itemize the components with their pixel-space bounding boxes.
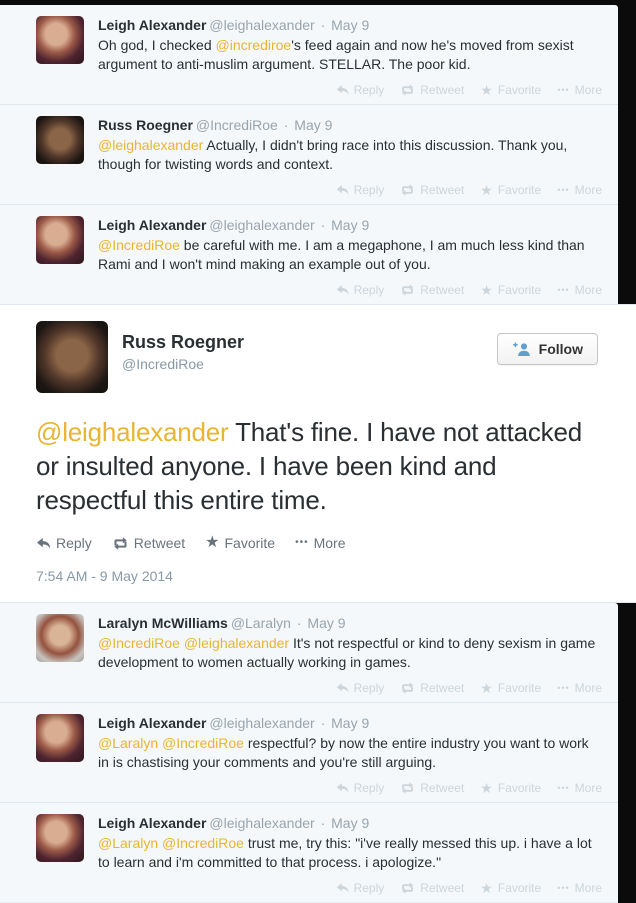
retweet-button[interactable]	[400, 183, 464, 197]
tweet-text	[98, 136, 602, 174]
meta-dot: ·	[320, 217, 326, 233]
author-name[interactable]: Russ Roegner	[122, 332, 245, 352]
avatar-leigh-alexander[interactable]	[36, 714, 84, 762]
tweet-date[interactable]: May 9	[331, 17, 370, 33]
text-segment: That's fine. I have not attacked or insulted anyone. I have been kind and respectful this entire time.	[36, 417, 582, 515]
author-handle[interactable]: @leighalexander	[209, 17, 315, 33]
more-dots-icon: •••	[557, 285, 570, 295]
author-handle[interactable]: @IncrediRoe	[195, 117, 278, 133]
reply-tweet	[0, 5, 618, 104]
reply-tweet	[0, 204, 618, 304]
retweet-label: Retweet	[420, 283, 465, 297]
tweet-text	[98, 236, 602, 274]
reply-button[interactable]	[36, 535, 92, 551]
retweet-button[interactable]	[112, 535, 185, 551]
text-segment: Oh god, I checked	[98, 37, 216, 53]
favorite-button[interactable]	[480, 183, 541, 197]
more-label: More	[574, 881, 602, 895]
reply-label: Reply	[353, 83, 385, 97]
favorite-star-icon: ★	[480, 780, 493, 796]
reply-tweet	[0, 603, 618, 702]
tweet-action-bar	[98, 83, 602, 97]
author-handle[interactable]: @Laralyn	[230, 615, 291, 631]
tweet-action-bar	[98, 781, 602, 795]
retweet-icon	[112, 537, 129, 550]
tweet-action-bar	[36, 535, 598, 551]
retweet-icon	[400, 284, 415, 296]
more-button[interactable]	[557, 83, 602, 97]
reply-icon	[336, 782, 349, 794]
tweet-header	[98, 216, 602, 234]
reply-icon	[336, 882, 349, 894]
mention-link[interactable]: @leighalexander	[98, 137, 204, 153]
avatar-russ-roegner[interactable]	[36, 321, 108, 393]
tweet-text	[98, 36, 602, 74]
retweet-icon	[400, 184, 415, 196]
more-dots-icon: •••	[295, 537, 309, 548]
more-label: More	[313, 535, 346, 551]
reply-tweet	[0, 702, 618, 802]
author-handle[interactable]: @leighalexander	[209, 715, 315, 731]
mention-link[interactable]: @IncrediRoe	[162, 735, 244, 751]
author-name[interactable]: Leigh Alexander	[98, 815, 207, 831]
reply-label: Reply	[353, 881, 385, 895]
more-dots-icon: •••	[557, 883, 570, 893]
follow-button[interactable]	[497, 333, 598, 365]
favorite-label: Favorite	[497, 183, 542, 197]
tweet-text	[36, 415, 588, 517]
avatar-russ-roegner[interactable]	[36, 116, 84, 164]
more-button[interactable]	[557, 781, 602, 795]
more-dots-icon: •••	[557, 683, 570, 693]
reply-button[interactable]	[336, 781, 385, 795]
more-label: More	[574, 83, 602, 97]
text-segment: respectful? by now the entire industry you want to work in is chastising your comments and you're still arguing.	[98, 735, 589, 770]
more-dots-icon: •••	[557, 783, 570, 793]
author-handle[interactable]: @leighalexander	[209, 217, 315, 233]
reply-button[interactable]	[336, 283, 385, 297]
more-label: More	[574, 283, 602, 297]
mention-link[interactable]: @Laralyn	[98, 735, 159, 751]
tweet-body	[98, 814, 602, 895]
more-button[interactable]	[557, 681, 602, 695]
meta-dot: ·	[320, 815, 326, 831]
favorite-button[interactable]	[480, 283, 541, 297]
tweet-date[interactable]: May 9	[331, 217, 370, 233]
tweet-body	[98, 216, 602, 297]
meta-dot: ·	[320, 17, 326, 33]
more-label: More	[574, 781, 602, 795]
favorite-star-icon: ★	[480, 282, 493, 298]
more-label: More	[574, 681, 602, 695]
tweet-timestamp[interactable]: 7:54 AM - 9 May 2014	[36, 568, 173, 584]
avatar-leigh-alexander[interactable]	[36, 216, 84, 264]
author-name[interactable]: Leigh Alexander	[98, 217, 207, 233]
reply-label: Reply	[353, 183, 385, 197]
text-segment: 's feed again and now he's moved from sexist argument to anti-muslim argument. STELLAR. The poor kid.	[98, 37, 574, 72]
retweet-button[interactable]	[400, 681, 464, 695]
more-button[interactable]	[557, 283, 602, 297]
favorite-button[interactable]	[480, 881, 541, 895]
author-identity	[122, 321, 244, 373]
reply-label: Reply	[353, 681, 385, 695]
more-label: More	[574, 183, 602, 197]
tweet-header	[98, 814, 602, 832]
tweet-date[interactable]: May 9	[331, 815, 370, 831]
tweet-text	[98, 734, 602, 772]
reply-icon	[336, 84, 349, 96]
avatar-leigh-alexander[interactable]	[36, 814, 84, 862]
retweet-button[interactable]	[400, 83, 464, 97]
author-name[interactable]: Leigh Alexander	[98, 17, 207, 33]
favorite-label: Favorite	[497, 681, 542, 695]
retweet-icon	[400, 682, 415, 694]
replies-after	[0, 603, 618, 902]
permalink-tweet	[0, 304, 636, 603]
retweet-label: Retweet	[133, 535, 186, 551]
follow-person-icon	[512, 342, 532, 357]
avatar-leigh-alexander[interactable]	[36, 16, 84, 64]
reply-icon	[36, 537, 51, 550]
retweet-button[interactable]	[400, 881, 464, 895]
favorite-label: Favorite	[497, 781, 542, 795]
author-name[interactable]: Laralyn McWilliams	[98, 615, 228, 631]
follow-label: Follow	[538, 341, 583, 357]
avatar-laralyn-mcwilliams[interactable]	[36, 614, 84, 662]
tweet-header	[98, 116, 602, 134]
reply-tweet	[0, 802, 618, 902]
retweet-label: Retweet	[420, 881, 465, 895]
replies-before	[0, 5, 618, 304]
tweet-header	[98, 16, 602, 34]
favorite-star-icon: ★	[205, 534, 220, 551]
reply-label: Reply	[353, 781, 385, 795]
mention-link[interactable]: @leighalexander	[183, 635, 290, 651]
mention-link[interactable]: @IncrediRoe	[98, 635, 180, 651]
retweet-label: Retweet	[420, 83, 465, 97]
more-button[interactable]	[295, 535, 345, 551]
favorite-star-icon: ★	[480, 880, 493, 896]
reply-button[interactable]	[336, 83, 385, 97]
author-handle[interactable]: @leighalexander	[209, 815, 315, 831]
tweet-body	[98, 614, 602, 695]
text-segment: It's not respectful or kind to deny sexism in game development to women actually working in games.	[98, 635, 596, 670]
reply-icon	[336, 284, 349, 296]
retweet-label: Retweet	[420, 781, 465, 795]
mention-link[interactable]: @IncrediRoe	[98, 237, 180, 253]
text-segment: be careful with me. I am a megaphone, I am much less kind than Rami and I won't mind making an example out of you.	[98, 237, 585, 272]
mention-link[interactable]: @IncrediRoe	[162, 835, 244, 851]
favorite-button[interactable]	[480, 681, 541, 695]
favorite-star-icon: ★	[480, 680, 493, 696]
tweet-action-bar	[98, 881, 602, 895]
tweet-body	[98, 16, 602, 97]
tweet-body	[98, 116, 602, 197]
retweet-icon	[400, 84, 415, 96]
meta-dot: ·	[320, 715, 326, 731]
reply-button[interactable]	[336, 881, 385, 895]
tweet-action-bar	[98, 681, 602, 695]
tweet-action-bar	[98, 283, 602, 297]
reply-tweet	[0, 104, 618, 204]
favorite-label: Favorite	[224, 535, 276, 551]
reply-label: Reply	[56, 535, 92, 551]
retweet-label: Retweet	[420, 183, 465, 197]
tweet-date[interactable]: May 9	[307, 615, 346, 631]
tweet-date[interactable]: May 9	[294, 117, 333, 133]
author-name[interactable]: Russ Roegner	[98, 117, 193, 133]
meta-dot: ·	[296, 615, 302, 631]
reply-button[interactable]	[336, 681, 385, 695]
tweet-text	[98, 834, 602, 872]
tweet-header	[98, 614, 602, 632]
tweet-header	[98, 714, 602, 732]
meta-dot: ·	[283, 117, 289, 133]
reply-icon	[336, 682, 349, 694]
mention-link[interactable]: @Laralyn	[98, 835, 159, 851]
tweet-action-bar	[98, 183, 602, 197]
favorite-button[interactable]	[480, 781, 541, 795]
retweet-button[interactable]	[400, 283, 464, 297]
retweet-label: Retweet	[420, 681, 465, 695]
more-dots-icon: •••	[557, 185, 570, 195]
mention-link[interactable]: @leighalexander	[36, 417, 229, 447]
permalink-tweet-header	[36, 321, 598, 393]
favorite-label: Favorite	[497, 283, 542, 297]
text-segment: Actually, I didn't bring race into this discussion. Thank you, though for twisting words and context.	[98, 137, 568, 172]
reply-button[interactable]	[336, 183, 385, 197]
favorite-star-icon: ★	[480, 182, 493, 198]
retweet-icon	[400, 782, 415, 794]
favorite-label: Favorite	[497, 83, 542, 97]
favorite-star-icon: ★	[480, 82, 493, 98]
more-dots-icon: •••	[557, 85, 570, 95]
favorite-button[interactable]	[480, 83, 541, 97]
favorite-button[interactable]	[205, 535, 275, 551]
favorite-label: Favorite	[497, 881, 542, 895]
text-segment: trust me, try this: "i've really messed this up. i have a lot to learn and i'm committed to that process. i apologize."	[98, 835, 592, 870]
author-name[interactable]: Leigh Alexander	[98, 715, 207, 731]
tweet-body	[98, 714, 602, 795]
author-handle[interactable]: @IncrediRoe	[122, 356, 204, 372]
reply-icon	[336, 184, 349, 196]
reply-label: Reply	[353, 283, 385, 297]
retweet-icon	[400, 882, 415, 894]
tweet-date[interactable]: May 9	[331, 715, 370, 731]
mention-link[interactable]: @incrediroe	[215, 37, 292, 53]
retweet-button[interactable]	[400, 781, 464, 795]
tweet-text	[98, 634, 602, 672]
more-button[interactable]	[557, 881, 602, 895]
more-button[interactable]	[557, 183, 602, 197]
